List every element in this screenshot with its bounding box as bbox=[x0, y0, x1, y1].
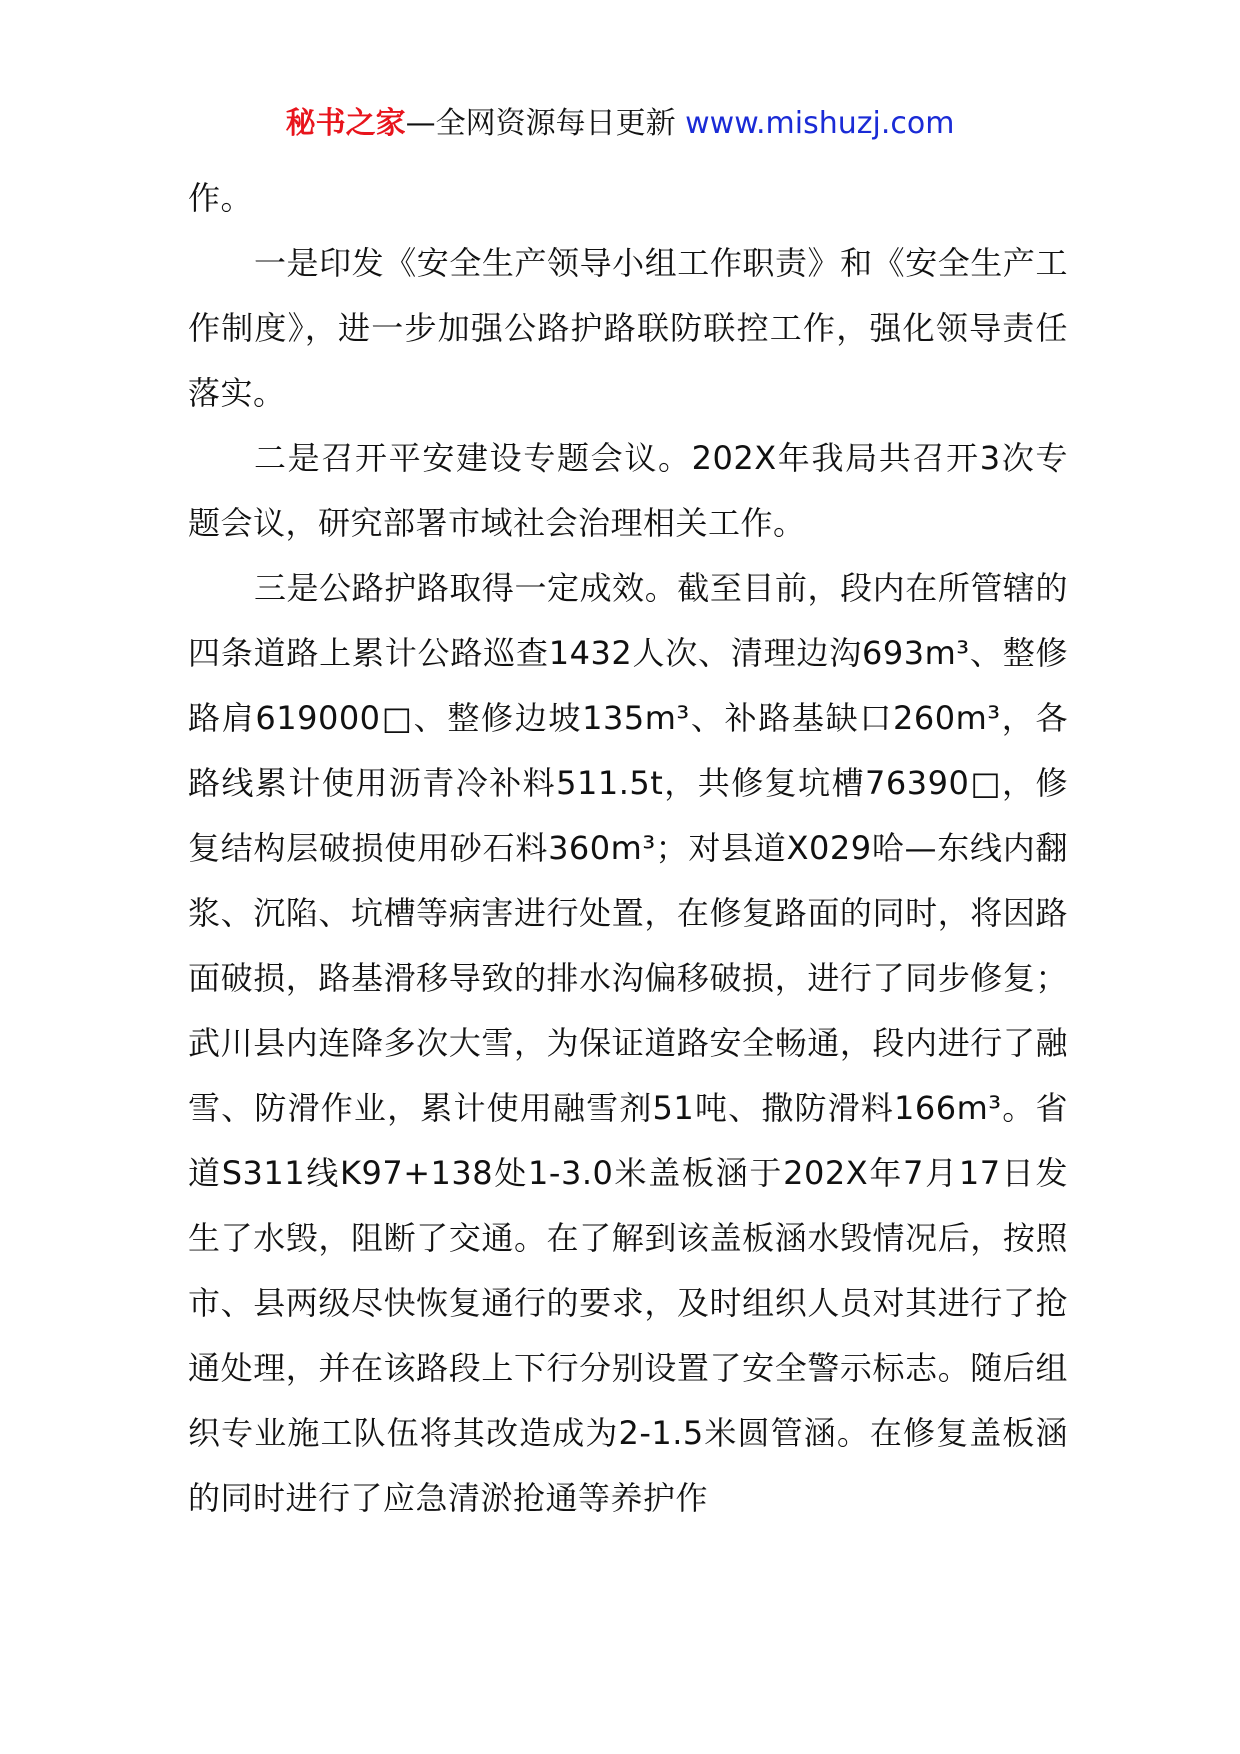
site-link[interactable]: www.mishuzj.com bbox=[685, 106, 955, 141]
page-header bbox=[0, 104, 1240, 144]
header-tagline: —全网资源每日更新 bbox=[405, 106, 686, 141]
paragraph-continuation: 作。 bbox=[188, 179, 254, 217]
paragraph-item-2: 二是召开平安建设专题会议。202X年我局共召开3次专题会议，研究部署市域社会治理相关工作。 bbox=[188, 439, 1068, 542]
paragraph-item-1: 一是印发《安全生产领导小组工作职责》和《安全生产工作制度》，进一步加强公路护路联防联控工作，强化领导责任落实。 bbox=[188, 244, 1068, 412]
paragraph-item-3: 三是公路护路取得一定成效。截至目前，段内在所管辖的四条道路上累计公路巡查1432人次、清理边沟693m³、整修路肩619000□、整修边坡135m³、补路基缺口260m³，各路线累计使用沥青冷补料511.5t，共修复坑槽76390□，修复结构层破损使用砂石料360m³；对县道X029哈—东线内翻浆、沉陷、坑槽等病害进行处置，在修复路面的同时，将因路面破损，路基滑移导致的排水沟偏移破损，进行了同步修复；武川县内连降多次大雪，为保证道路安全畅通，段内进行了融雪、防滑作业，累计使用融雪剂51吨、撒防滑料166m³。省道S311线K97+138处1-3.0米盖板涵于202X年7月17日发生了水毁，阻断了交通。在了解到该盖板涵水毁情况后，按照市、县两级尽快恢复通行的要求，及时组织人员对其进行了抢通处理，并在该路段上下行分别设置了安全警示标志。随后组织专业施工队伍将其改造成为2-1.5米圆管涵。在修复盖板涵的同时进行了应急清淤抢通等养护作 bbox=[188, 569, 1068, 1517]
document-body bbox=[188, 166, 1068, 1531]
brand-name: 秘书之家 bbox=[285, 106, 406, 141]
